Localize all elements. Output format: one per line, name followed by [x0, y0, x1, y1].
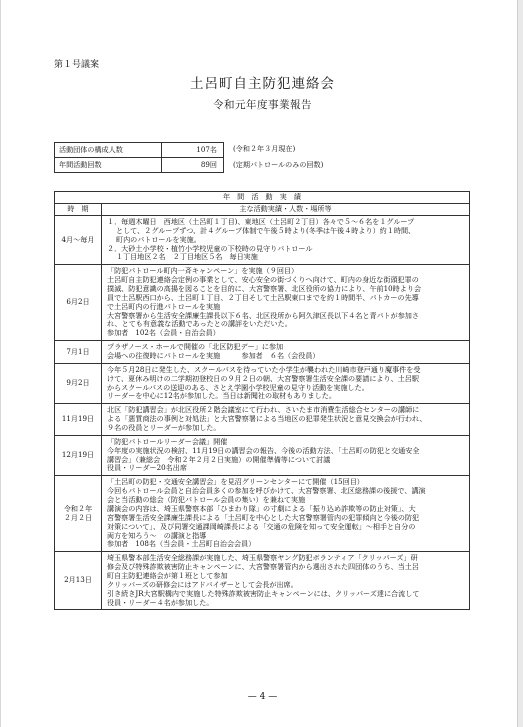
activity-line: リーダーを中心に12名が参加した。当日は新聞社の取材もありました。 [107, 391, 336, 401]
table-section-title: 年 間 活 動 実 績 [55, 192, 470, 204]
activity-line: れ、とても有意義な活動であったとの講評をいただいた。 [107, 319, 292, 329]
activity-line: 修会及び特殊詐欺被害防止キャンペーンに、大宮警察署管内から選出された四団体のうち、当土呂 [107, 562, 419, 572]
activity-period: 2月13日 [55, 552, 102, 610]
activity-content [102, 476, 470, 552]
activity-line: 役員・リーダー20名出席 [107, 463, 187, 473]
summary-row [55, 143, 224, 158]
activity-content [102, 363, 470, 403]
activity-period: 9月2日 [55, 363, 102, 403]
activity-line: 今年度の実施状況の検討、11月19日の講習会の報告、今後の活動方法、「土呂町の防犯と交通安全 [107, 445, 420, 455]
summary-row [55, 158, 224, 173]
activity-line: 「防犯パトロールリーダー会議」開催 [107, 436, 228, 446]
table-row [55, 363, 470, 403]
activity-line: 両方を知ろう〜 の講演と指導 [107, 530, 207, 540]
activity-line: 町自主防犯連絡会が第１班として参加 [107, 570, 228, 580]
activity-content [102, 435, 470, 475]
activity-line: として、２グループずつ、計４グループ体制で午後５時より(冬季は午後４時より）約１時間、 [116, 225, 416, 235]
document-subtitle: 令和元年度事業報告 [213, 99, 312, 111]
activity-line: 役員・リーダー４名が参加した。 [107, 597, 214, 607]
page-number: — 4 — [247, 692, 278, 702]
activity-line: １丁目地区２名 ２丁目地区５名 毎日実施 [116, 252, 258, 262]
activity-line: 宮警察署生活安全課廉生課長による「土呂町を中心とした大宮警察署管内の犯罪傾向と今後の防犯 [107, 512, 420, 522]
activity-table [54, 191, 470, 610]
activity-line: 参加者 102名（会員・自治会員） [107, 328, 220, 338]
activity-line: 講習会」（兼総会 令和２年２月２日実施）の開催準備等について討議 [107, 454, 331, 464]
activity-line: 町内のパトロールを実施。 [116, 234, 201, 244]
table-row [55, 341, 470, 364]
activity-line: ２．大砂土小学校・植竹小学校児童の下校時の見守りパトロール [107, 243, 313, 253]
activity-content [102, 552, 470, 610]
activity-line: 大宮警察署から生活安全課廉生課長以下６名、北区役所から阿久津区長以下４名と青パトが参加さ [107, 310, 419, 320]
activity-line: よる「悪質商法の事例と対処法」と大宮警察署による当地区の犯罪発生状況と意見交換会が行われ、 [107, 414, 427, 424]
activity-line: 対策について」、及び同署交通課岡崎課長による「交通の危険を知って安全運転」〜相手と自分の [107, 521, 416, 531]
table-row [55, 265, 470, 341]
table-row [55, 435, 470, 475]
table-row [55, 552, 470, 610]
activity-line: 土呂町自主防犯連絡会定例の事業として、安心安全の街づくりへ向けて、町内の身近な街頭犯罪の [107, 275, 419, 285]
activity-line: 今年５月28日に発生した、スクールバスを待っていた小学生が襲われた川崎市登戸通り魔事件を受 [107, 364, 421, 374]
summary-label: 年間活動回数 [55, 158, 162, 173]
table-section-title-row [55, 192, 470, 204]
activity-line: クリッパーズの研修会にはアドバイザーとして会長が出席。 [107, 579, 298, 589]
activity-line: 北区「防犯講習会」が北区役所２階会議室にて行われ、さいたま市消費生活総合センターの講師に [107, 405, 420, 415]
activity-period: 6月2日 [55, 265, 102, 341]
column-header-content: 主な活動実績・人数・場所等 [102, 204, 470, 216]
activity-content [102, 265, 470, 341]
activity-line: プラザノース・ホールで開催の「北区防犯デー」に参加 [107, 342, 284, 352]
agenda-number: 第１号議案 [54, 60, 100, 70]
activity-content [102, 404, 470, 436]
activity-line: 員で土呂駅西口から、土呂町１丁目、２丁目そして土呂駅東口までを約１時間半、パトカーの先導 [107, 292, 419, 302]
activity-period: 12月19日 [55, 435, 102, 475]
table-row [55, 216, 470, 265]
summary-value: 107名 [162, 143, 224, 158]
summary-note: (令和２年３月現在) [233, 144, 296, 153]
activity-line: 参加者 108名（当会員・土呂町自治会会員） [107, 539, 256, 549]
activity-period: 7月1日 [55, 341, 102, 364]
activity-line: 今回もパトロール会員と自治会員多くの参加を呼びかけて、大宮警察署、北区総務課の後援で、講演 [107, 486, 426, 496]
column-header-period: 時 期 [55, 204, 102, 216]
activity-line: 会と当活動の総会（防犯パトロール会員の集い）を兼ねて実施 [107, 495, 306, 505]
activity-period: 令和２年 ２月２日 [55, 476, 102, 552]
activity-line: で土呂町内の行進パトロールを実施 [107, 301, 221, 311]
activity-content [102, 216, 470, 265]
activity-line: けて、夏休み明けの二学期初登校日の９月２日の朝、大宮警察署生活安全課の要請により、土呂駅 [107, 373, 419, 383]
table-row [55, 476, 470, 552]
activity-line: 引き続きJR大宮駅構内で実施した特殊詐欺被害防止キャンペーンには、クリッパーズ達に合流して [107, 588, 420, 598]
activity-line: からスクールバスの送迎のある、さとえ学園小学校児童の見守り活動を実施した。 [107, 382, 369, 392]
activity-line: 撲滅、防犯意識の高揚を図ることを目的に、大宮警察署、北区役所の協力により、午前10時より会 [107, 284, 422, 294]
summary-table [54, 142, 224, 173]
activity-period: 4月〜毎月 [55, 216, 102, 265]
activity-line: ９名の役員とリーダーが参加した。 [107, 423, 221, 433]
scrollbar-gutter [517, 0, 523, 727]
document-title: 土呂町自主防犯連絡会 [190, 76, 335, 92]
summary-value: 89回 [162, 158, 224, 173]
activity-line: １．毎週木曜日 西地区（土呂町１丁目)、東地区（土呂町２丁目）各々で５〜６名を１グループ [107, 217, 415, 226]
activity-line: 「防犯パトロール町内一斉キャンペーン」を実施（９回目） [107, 266, 299, 276]
activity-line: 会場への往復時にパトロールを実施 参加者 ６名（会役員） [107, 351, 320, 361]
activity-line: 「土呂町の防犯・交通安全講習会」を見沼グリーンセンターにて開催（15回目） [107, 477, 364, 487]
activity-line: 講演会の内容は、埼玉県警察本部「ひまわり隊」の寸劇による「振り込め詐欺等の防止対策」、大 [107, 503, 416, 513]
activity-line: 埼玉県警本部生活安全総務課が実施した、埼玉県警察ヤング防犯ボランティア「クリッパーズ」研 [107, 553, 418, 563]
table-header-row [55, 204, 470, 216]
summary-note: (定期パトロールのみの回数) [233, 160, 324, 169]
table-row [55, 404, 470, 436]
activity-period: 11月19日 [55, 404, 102, 436]
activity-content [102, 341, 470, 364]
summary-label: 活動団体の構成人数 [55, 143, 162, 158]
